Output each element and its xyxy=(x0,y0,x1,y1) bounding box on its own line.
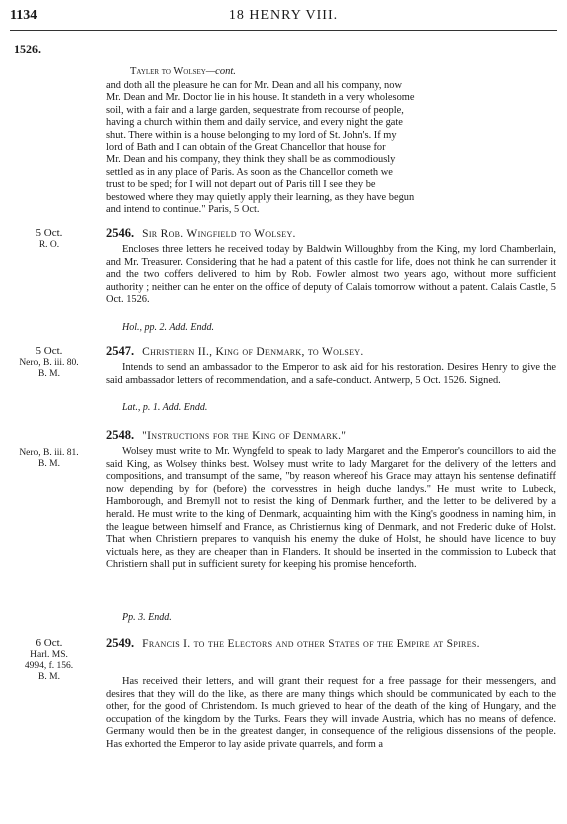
entry-2546-heading xyxy=(106,226,556,241)
entry-source: R. O. xyxy=(38,240,60,250)
text-line: settled as in any place of Paris. As soon as the Chancellor cometh we xyxy=(106,166,393,178)
entry-2549-text: Has received their letters, and will grant their request for a free passage for their messengers, and desires that they will do the like, as there are many things which should be communicated by each to the other, for the good of Christendom. Is much grieved to hear of the death of the king of Hungary, and the occupation of the kingdom by the Turks. Fears they will invade Austria, which has no means of defence. Germany would then be in the greatest danger, in consequence of the religious dissensions of the people. Has exhorted the Emperor to lay aside private quarrels, and form a xyxy=(106,676,556,750)
year-label: 1526. xyxy=(14,42,41,56)
entry-2548-heading xyxy=(106,428,556,443)
entry-title: Sir Rob. Wingfield to Wolsey. xyxy=(142,228,296,240)
entry-source: Nero, B. iii. 80. xyxy=(19,358,79,368)
entry-source: B. M. xyxy=(38,672,60,682)
entry-2547-text: Intends to send an ambassador to the Emperor to ask aid for his restoration. Desires Henry to give the said ambassador letters of recommendation, and a safe-conduct. Antwerp, 5 Oct. 1526. Signed. xyxy=(106,362,556,386)
entry-2546-note: Hol., pp. 2. Add. Endd. xyxy=(122,322,215,333)
entry-number: 2549. xyxy=(106,636,135,650)
running-title: 18 HENRY VIII. xyxy=(228,8,339,23)
page-header xyxy=(10,8,557,28)
continued-heading xyxy=(130,66,236,77)
entry-source: B. M. xyxy=(38,369,60,379)
continued-letter-text xyxy=(106,80,556,216)
entry-2547-heading xyxy=(106,344,556,359)
text-line: soil, with a fair and a large garden, sequestrate from recourse of people, xyxy=(106,104,404,116)
entry-title: "Instructions for the King of Denmark." xyxy=(142,430,347,442)
entry-source: 4994, f. 156. xyxy=(24,661,74,671)
text-line: lord of Bath and I can obtain of the Great Chancellor that house for xyxy=(106,142,386,154)
entry-date: 5 Oct. xyxy=(35,227,63,239)
entry-number: 2548. xyxy=(106,428,135,442)
entry-source: Harl. MS. xyxy=(30,650,68,660)
entry-2547-margin xyxy=(6,344,92,380)
entry-source: Nero, B. iii. 81. xyxy=(19,448,79,458)
entry-number: 2546. xyxy=(106,226,135,240)
entry-date: 5 Oct. xyxy=(35,345,63,357)
entry-title: Francis I. to the Electors and other States of the Empire at Spires. xyxy=(142,638,480,650)
text-line: having a church within them and daily service, and every night the gate xyxy=(106,117,403,129)
text-line: Mr. Dean and his company, they think they shall be as commodiously xyxy=(106,154,396,166)
page-number: 1134 xyxy=(10,8,38,23)
text-line: Mr. Dean and Mr. Doctor lie in his house. It standeth in a very wholesome xyxy=(106,92,415,104)
text-line: bestowed where they may quietly apply their learning, as they have begun xyxy=(106,191,415,203)
entry-2546-margin xyxy=(6,226,92,251)
text-line: trust to be sped; for I will not depart out of Paris till I see they be xyxy=(106,179,376,191)
text-line: shut. There within is a house belonging to my lord of St. John's. If my xyxy=(106,129,397,141)
text-line: and doth all the pleasure he can for Mr. Dean and all his company, now xyxy=(106,80,402,91)
entry-number: 2547. xyxy=(106,344,135,358)
continued-heading-title: Tayler to Wolsey xyxy=(130,66,206,77)
entry-2548-text: Wolsey must write to Mr. Wyngfeld to speak to lady Margaret and the Emperor's councillors to aid the said King, as Wolsey thinks best. Wolsey must write to lady Margaret for the delivery of the letters and compositions, and transumpt of the same, "by reason whereof his Grace may attayn his sentense definatiff now depending by for (before) the corvesstres in heigh duche landys." He must write to Lubeck, Hamborough, and Bremyll not to resist the king of Denmark further, and the letter to be delivered by a herald. He must write to the king of Denmark, acquainting him with the King's goodness in naming him, in the league between himself and France, as Christiernus king of Denmark, and not Frederic duke of Holst. That when Christiern prepares to vanquish his enemy the duke of Holst, he should have licence to buy victuals here, as they are cheaper than in Flanders. It should be inserted in the commission to Lubeck that Christiern shall put in sufficient surety for keeping his promise henceforth. xyxy=(106,446,556,571)
continued-heading-suffix: —cont. xyxy=(205,66,236,77)
entry-2549-margin xyxy=(6,636,92,683)
entry-date: 6 Oct. xyxy=(35,637,63,649)
text-line: and intend to continue." Paris, 5 Oct. xyxy=(106,204,260,216)
entry-2547-note: Lat., p. 1. Add. Endd. xyxy=(122,402,208,413)
entry-2546-text: Encloses three letters he received today by Baldwin Willoughby from the King, my lord Chamberlain, and Mr. Treasurer. Considering that he had a patent of this castle for life, does not think he can surrender it and the two coffers delivered to him by Rob. Fowler almost two years ago, without more sufficient authority ; neither can he enter on the office of deputy of Calais tomorrow without a patent. Calais Castle, 5 Oct. 1526. xyxy=(106,244,556,306)
entry-source: B. M. xyxy=(38,459,60,469)
entry-title: Christiern II., King of Denmark, to Wolsey. xyxy=(142,346,364,358)
entry-2548-note: Pp. 3. Endd. xyxy=(122,612,172,623)
entry-2549-heading xyxy=(106,636,556,651)
header-rule xyxy=(10,30,557,31)
entry-2548-margin xyxy=(6,448,92,470)
